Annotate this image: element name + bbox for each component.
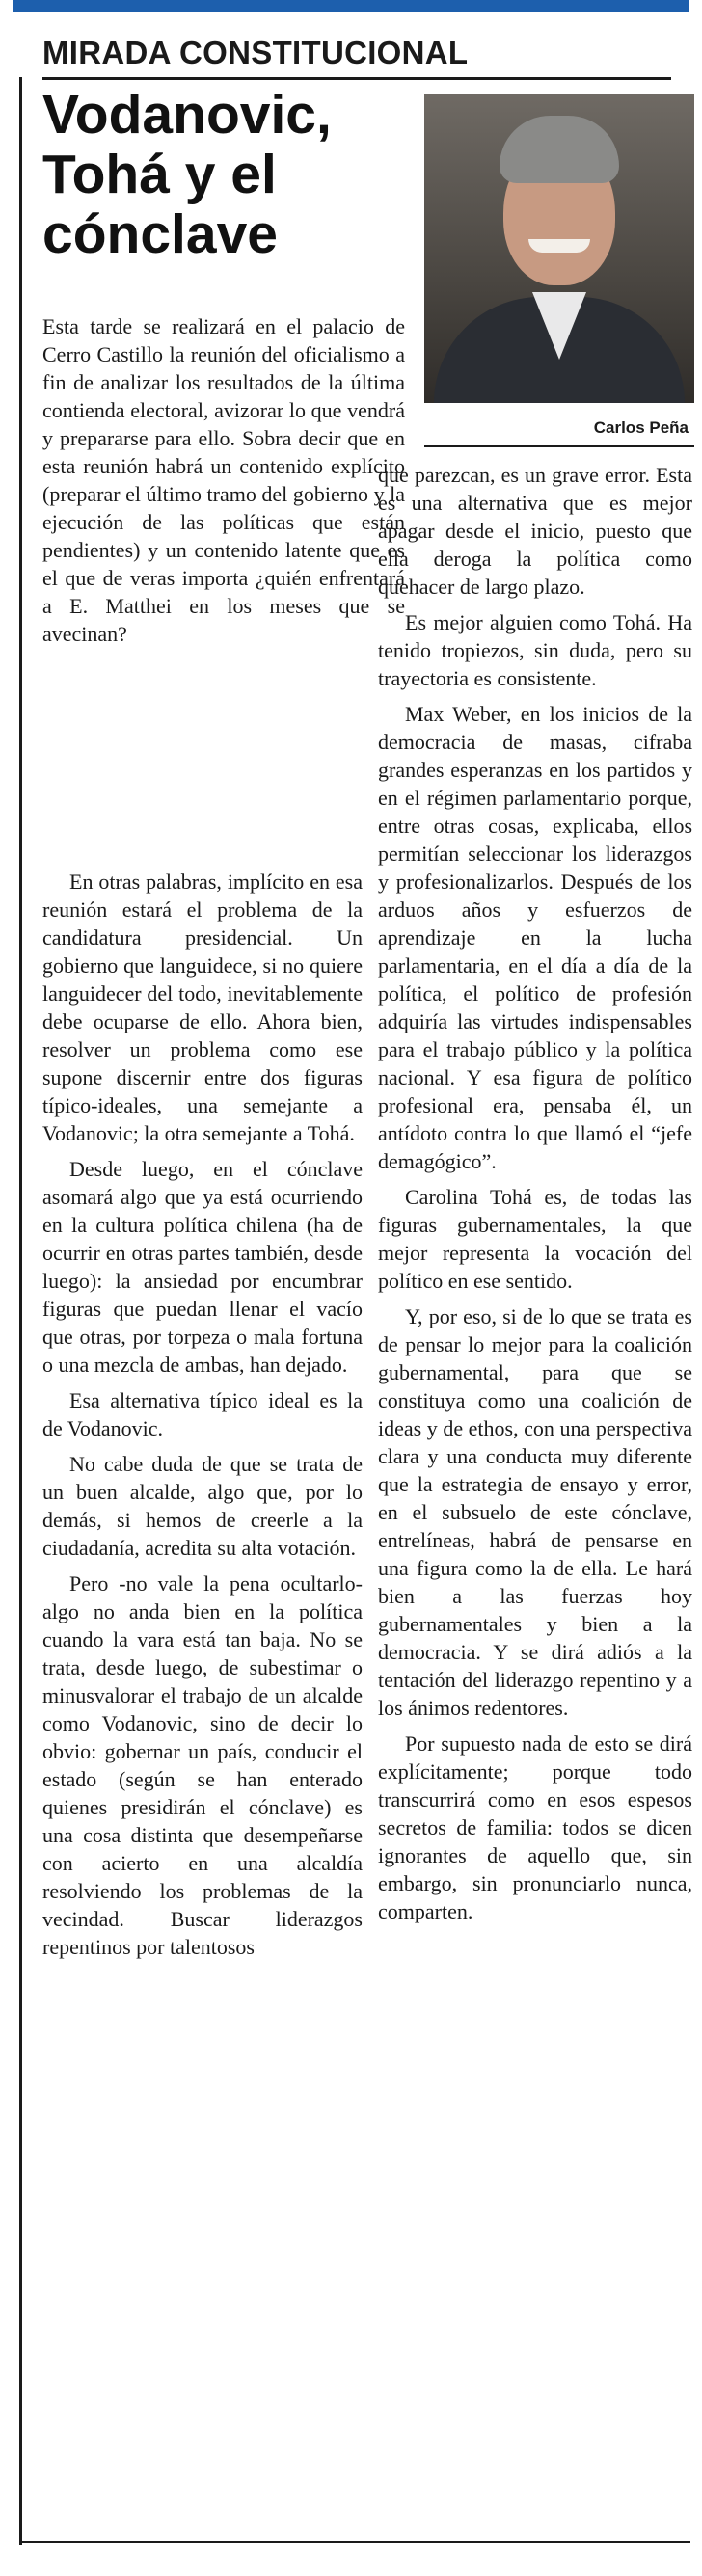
headline-line: Tohá y el xyxy=(42,144,277,205)
section-title: MIRADA CONSTITUCIONAL xyxy=(42,35,469,70)
header-rule xyxy=(42,77,671,80)
body-paragraph: No cabe duda de que se trata de un buen alcalde, algo que, por lo demás, si hemos de creerle a la ciudadanía, acredita su alta votación. xyxy=(42,1452,363,1560)
headline xyxy=(42,85,409,264)
body-paragraph: Carolina Tohá es, de todas las figuras gubernamentales, la que mejor representa la vocación del político en ese sentido. xyxy=(378,1185,692,1293)
body-paragraph: que parezcan, es un grave error. Esta es una alternativa que es mejor apagar desde el inicio, puesto que ella deroga la política como quehacer de largo plazo. xyxy=(378,463,692,599)
right-column xyxy=(378,461,692,1933)
author-name: Carlos Peña xyxy=(593,418,688,437)
body-paragraph: En otras palabras, implícito en esa reunión estará el problema de la candidatura presidencial. Un gobierno que languidece, si no quiere languidecer del todo, inevitablemente debe ocuparse de ello. Ahora bien, resolver un problema como ese supone discernir entre dos figuras típico-ideales, una semejante a Vodanovic; la otra semejante a Tohá. xyxy=(42,870,363,1145)
body-paragraph: Por supuesto nada de esto se dirá explícitamente; porque todo transcurrirá como en esos espesos secretos de familia: todos se dicen ignorantes de aquello que, sin embargo, sin pronunciarlo nunca, comparten. xyxy=(378,1731,692,1923)
body-paragraph: Y, por eso, si de lo que se trata es de pensar lo mejor para la coalición gubernamental, para que se constituya como una coalición de ideas y de ethos, con una perspectiva clara y una conducta muy diferente que la estrategia de ensayo y error, en el subsuelo de este cónclave, entrelíneas, habrá de pensarse en una figura como la de ella. Le hará bien a las fuerzas hoy gubernamentales y bien a la democracia. Y se dirá adiós a la tentación del liderazgo repentino y a los ánimos redentores. xyxy=(378,1304,692,1720)
body-paragraph: Esa alternativa típico ideal es la de Vodanovic. xyxy=(42,1388,363,1440)
photo-smile xyxy=(528,239,590,253)
left-column xyxy=(42,868,363,1969)
intro-paragraph: Esta tarde se realizará en el palacio de Cerro Castillo la reunión del oficialismo a fin de analizar los resultados de la última contienda electoral, avizorar lo que vendrá y prepararse para ello. Sobra decir que en esta reunión habrá un contenido explícito (preparar el último tramo del gobierno y la ejecución de las políticas que están pendientes) y un contenido latente que es el que de veras importa ¿quién enfrentará a E. Matthei en los meses que se avecinan? xyxy=(42,314,405,646)
body-paragraph: Pero -no vale la pena ocultarlo- algo no anda bien en la política cuando la vara está tan baja. No se trata, desde luego, de subestimar o minusvalorar el trabajo de un alcalde como Vodanovic, sino de decir lo obvio: gobernar un país, conducir el estado (según se han enterado quienes presidirán el cónclave) es una cosa distinta que desempeñarse con acierto en una alcaldía resolviendo los problemas de la vecindad. Buscar liderazgos repentinos por talentosos xyxy=(42,1571,363,1959)
body-paragraph: Desde luego, en el cónclave asomará algo que ya está ocurriendo en la cultura política chilena (ha de ocurrir en otras partes también, desde luego): la ansiedad por encumbrar figuras que puedan llenar el vacío que otras, por torpeza o mala fortuna o una mezcla de ambas, han dejado. xyxy=(42,1157,363,1377)
author-photo xyxy=(424,94,694,403)
headline-line: cónclave xyxy=(42,203,278,265)
top-accent-bar xyxy=(14,0,688,12)
left-border-rule xyxy=(19,77,22,2545)
headline-line: Vodanovic, xyxy=(42,84,332,146)
body-paragraph: Max Weber, en los inicios de la democracia de masas, cifraba grandes esperanzas en los partidos y en el régimen parlamentario porque, entre otras cosas, explicaba, ellos permitían seleccionar los liderazgos y profesionalizarlos. Después de los arduos años y esfuerzos de aprendizaje en la lucha parlamentaria, en el día a día de la política, el político de profesión adquiría las virtudes indispensables para el trabajo público y la política nacional. Y esa figura de político profesional era, pensaba él, un antídoto contra lo que llamó el “jefe demagógico”. xyxy=(378,702,692,1173)
bottom-rule xyxy=(19,2541,690,2543)
caption-rule xyxy=(424,445,694,447)
body-paragraph: Es mejor alguien como Tohá. Ha tenido tropiezos, sin duda, pero su trayectoria es consistente. xyxy=(378,610,692,690)
photo-hair xyxy=(500,116,619,183)
